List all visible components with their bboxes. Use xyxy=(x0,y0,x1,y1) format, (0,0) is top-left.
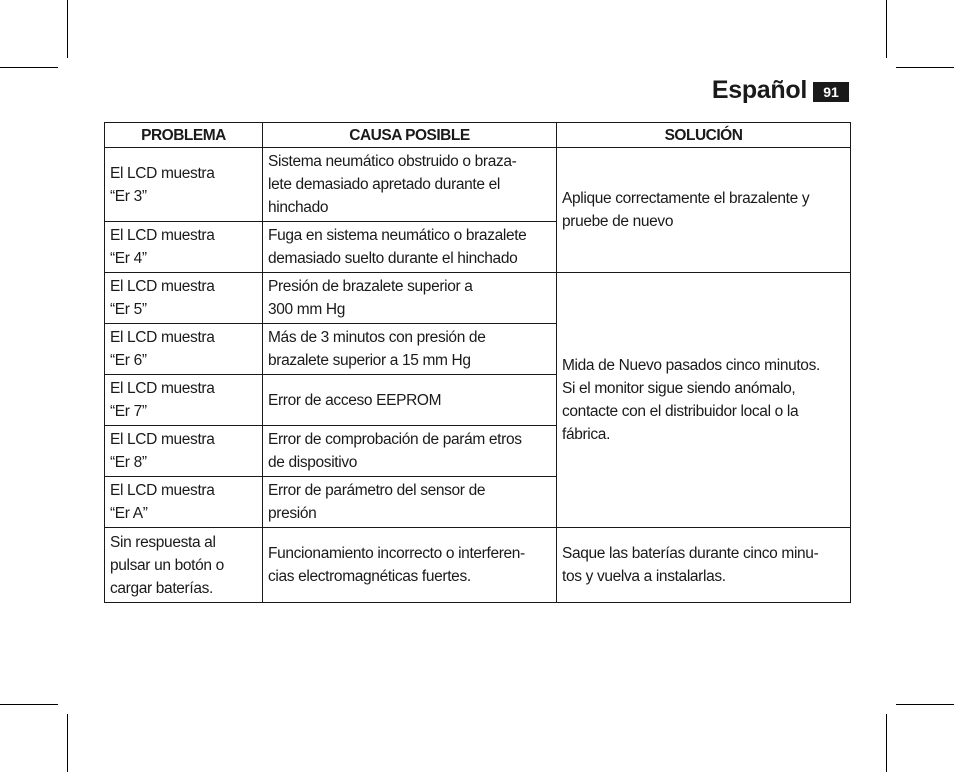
cause-cell xyxy=(263,477,557,528)
troubleshooting-table xyxy=(104,122,851,603)
cause-text: Funcionamiento incorrecto o interferen- cias electromagnéticas fuertes. xyxy=(268,545,525,585)
cause-text: Presión de brazalete superior a 300 mm Hg xyxy=(268,278,473,318)
problem-cell xyxy=(105,477,263,528)
solution-cell xyxy=(557,148,851,273)
crop-mark-top-right-vertical xyxy=(886,0,887,58)
table-row xyxy=(105,528,851,603)
problem-cell xyxy=(105,375,263,426)
column-header-cause: CAUSA POSIBLE xyxy=(263,123,557,148)
cause-cell xyxy=(263,528,557,603)
problem-text: El LCD muestra “Er A” xyxy=(110,482,215,522)
problem-cell xyxy=(105,222,263,273)
problem-cell xyxy=(105,273,263,324)
crop-mark-bottom-left-horizontal xyxy=(0,704,58,705)
cause-cell xyxy=(263,375,557,426)
problem-text: Sin respuesta al pulsar un botón o cargar baterías. xyxy=(110,533,224,597)
solution-cell xyxy=(557,273,851,528)
problem-cell xyxy=(105,426,263,477)
solution-text: Saque las baterías durante cinco minu- tos y vuelva a instalarlas. xyxy=(562,545,819,585)
table-row xyxy=(105,148,851,222)
cause-cell xyxy=(263,324,557,375)
problem-cell xyxy=(105,148,263,222)
cause-text: Más de 3 minutos con presión de brazalete superior a 15 mm Hg xyxy=(268,329,486,369)
solution-cell xyxy=(557,528,851,603)
crop-mark-bottom-left-vertical xyxy=(67,714,68,772)
cause-cell xyxy=(263,222,557,273)
cause-text: Sistema neumático obstruido o braza- lete demasiado apretado durante el hinchado xyxy=(268,153,517,216)
cause-text: Fuga en sistema neumático o brazalete demasiado suelto durante el hinchado xyxy=(268,227,527,267)
table-row xyxy=(105,273,851,324)
column-header-problem: PROBLEMA xyxy=(105,123,263,148)
table-header-row xyxy=(105,123,851,148)
solution-text: Aplique correctamente el brazalente y pruebe de nuevo xyxy=(562,190,810,230)
crop-mark-top-left-vertical xyxy=(67,0,68,58)
problem-cell xyxy=(105,324,263,375)
cause-cell xyxy=(263,273,557,324)
column-header-solution: SOLUCIÓN xyxy=(557,123,851,148)
problem-text: El LCD muestra “Er 4” xyxy=(110,227,215,267)
problem-text: El LCD muestra “Er 8” xyxy=(110,431,215,471)
problem-text: El LCD muestra “Er 5” xyxy=(110,278,215,318)
cause-text: Error de acceso EEPROM xyxy=(268,391,442,409)
cause-text: Error de parámetro del sensor de presión xyxy=(268,482,486,522)
problem-text: El LCD muestra “Er 6” xyxy=(110,329,215,369)
crop-mark-bottom-right-vertical xyxy=(886,714,887,772)
page-number-badge: 91 xyxy=(813,82,849,102)
crop-mark-top-right-horizontal xyxy=(896,67,954,68)
crop-mark-bottom-right-horizontal xyxy=(896,704,954,705)
cause-cell xyxy=(263,148,557,222)
problem-text: El LCD muestra “Er 7” xyxy=(110,380,215,420)
page-header xyxy=(712,76,849,105)
problem-cell xyxy=(105,528,263,603)
crop-mark-top-left-horizontal xyxy=(0,67,58,68)
language-title: Español xyxy=(711,76,807,104)
cause-cell xyxy=(263,426,557,477)
cause-text: Error de comprobación de parám etros de dispositivo xyxy=(268,431,522,471)
solution-text: Mida de Nuevo pasados cinco minutos. Si el monitor sigue siendo anómalo, contacte con el distribuidor local o la fábrica. xyxy=(562,357,820,443)
problem-text: El LCD muestra “Er 3” xyxy=(110,164,215,205)
